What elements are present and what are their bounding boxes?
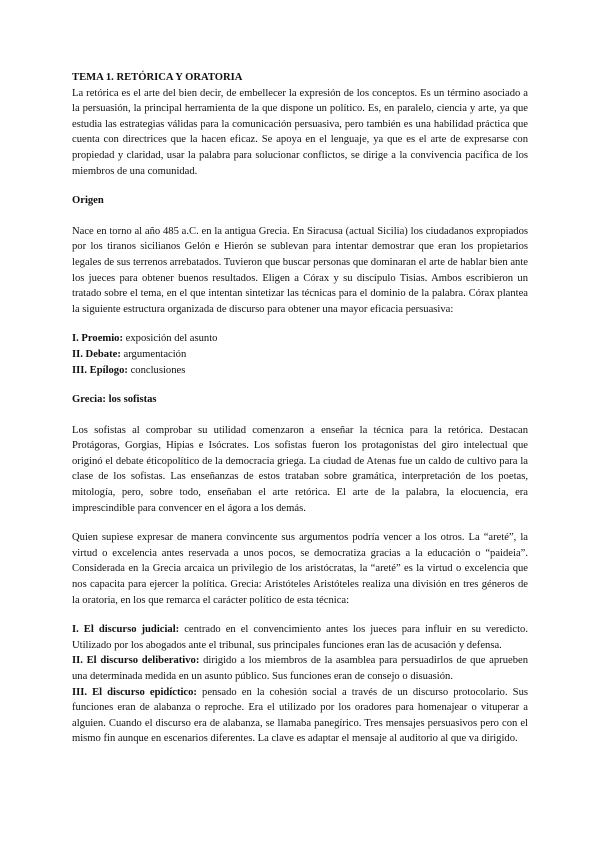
sofistas-heading: Grecia: los sofistas [72, 394, 157, 406]
genre-text: centrado en el convencimiento antes los jueces para influir en su veredicto. Utilizado por los abogados ante el tribunal, sus principales funciones eran las de acusación y defensa. [72, 624, 528, 651]
structure-item [72, 347, 528, 363]
structure-label: II. Debate: [72, 348, 121, 360]
structure-label: III. Epílogo: [72, 364, 128, 376]
document-title: TEMA 1. RETÓRICA Y ORATORIA [72, 72, 243, 83]
genre-label: II. El discurso deliberativo: [72, 655, 200, 667]
structure-text: argumentación [123, 348, 187, 360]
genre-label: I. El discurso judicial: [72, 624, 180, 636]
genre-text: pensado en la cohesión social a través de un discurso protocolario. Sus funciones eran de alabanza o reproche. Era el utilizado por los oradores para homenajear o vituperar a alguien. Cuando el discurso era de alabanza, se llamaba panegírico. Tres mensajes persuasivos pero con el mismo fin aunque en escenarios diferentes. La clave es adaptar el mensaje al auditorio al que va dirigido. [72, 686, 528, 745]
intro-paragraph: La retórica es el arte del bien decir, de embellecer la expresión de los conceptos. Es un término asociado a la persuasión, la principal herramienta de la que dispone un político. Es, en paralelo, ciencia y arte, ya que estudia las estrategias válidas para la comunicación persuasiva, pero también es una habilidad práctica que cuenta con directrices que la hacen eficaz. Se apoya en el lenguaje, ya que es el arte de expresarse con propiedad y claridad, usar la palabra para solucionar conflictos, se dirige a la convivencia pacífica de los miembros de una comunidad. [72, 87, 528, 177]
document-page [72, 70, 528, 747]
genre-item [72, 685, 528, 747]
genre-item [72, 653, 528, 684]
structure-item [72, 331, 528, 347]
genre-item [72, 622, 528, 653]
origen-paragraph: Nace en torno al año 485 a.C. en la antigua Grecia. En Siracusa (actual Sicilia) los ciudadanos expropiados por los tiranos sicilianos Gelón e Hierón se sublevan para intentar demostrar que eran los propietarios legales de sus terrenos arrebatados. Tuvieron que buscar personas que dominaran el arte de hablar bien ante los jueces para obtener buenos resultados. Eligen a Córax y su discípulo Tisias. Ambos escribieron un tratado sobre el tema, en el que intentan sintetizar las técnicas para el dominio de la palabra. Córax plantea la siguiente estructura organizada de discurso para obtener una mayor eficacia persuasiva: [72, 225, 528, 315]
structure-text: conclusiones [130, 364, 186, 376]
genre-text: dirigido a los miembros de la asamblea para persuadirlos de que aprueben una determinada medida en un asunto público. Sus funciones eran de consejo o disuasión. [72, 655, 528, 682]
sofistas-paragraph-1: Los sofistas al comprobar su utilidad comenzaron a enseñar la técnica para la retórica. Destacan Protágoras, Gorgias, Hipias e Isócrates. Los sofistas fueron los protagonistas del giro intelectual que originó el debate éticopolítico de la democracia griega. La ciudad de Atenas fue un caldo de cultivo para la clase de los sofistas. Las enseñanzas de estos trataban sobre gramática, interpretación de los poetas, mitología, pero, sobre todo, enseñaban el arte retórica. El arte de la palabra, la elocuencia, era imprescindible para convencer en el ágora a los demás. [72, 424, 528, 514]
structure-item [72, 363, 528, 379]
genre-label: III. El discurso epidíctico: [72, 686, 197, 698]
sofistas-paragraph-2: Quien supiese expresar de manera convincente sus argumentos podría vencer a los otros. La “areté”, la virtud o excelencia antes reservada a unos pocos, se democratiza gracias a la educación o “paideia”. Considerada en la Grecia arcaica un privilegio de los aristócratas, la “areté” es la virtud o excelencia que nos capacita para ejercer la política. Grecia: Aristóteles Aristóteles realiza una división en tres géneros de la oratoria, en los que remarca el carácter político de esta técnica: [72, 532, 528, 606]
structure-label: I. Proemio: [72, 333, 123, 345]
structure-text: exposición del asunto [125, 333, 218, 345]
origen-heading: Origen [72, 195, 104, 207]
